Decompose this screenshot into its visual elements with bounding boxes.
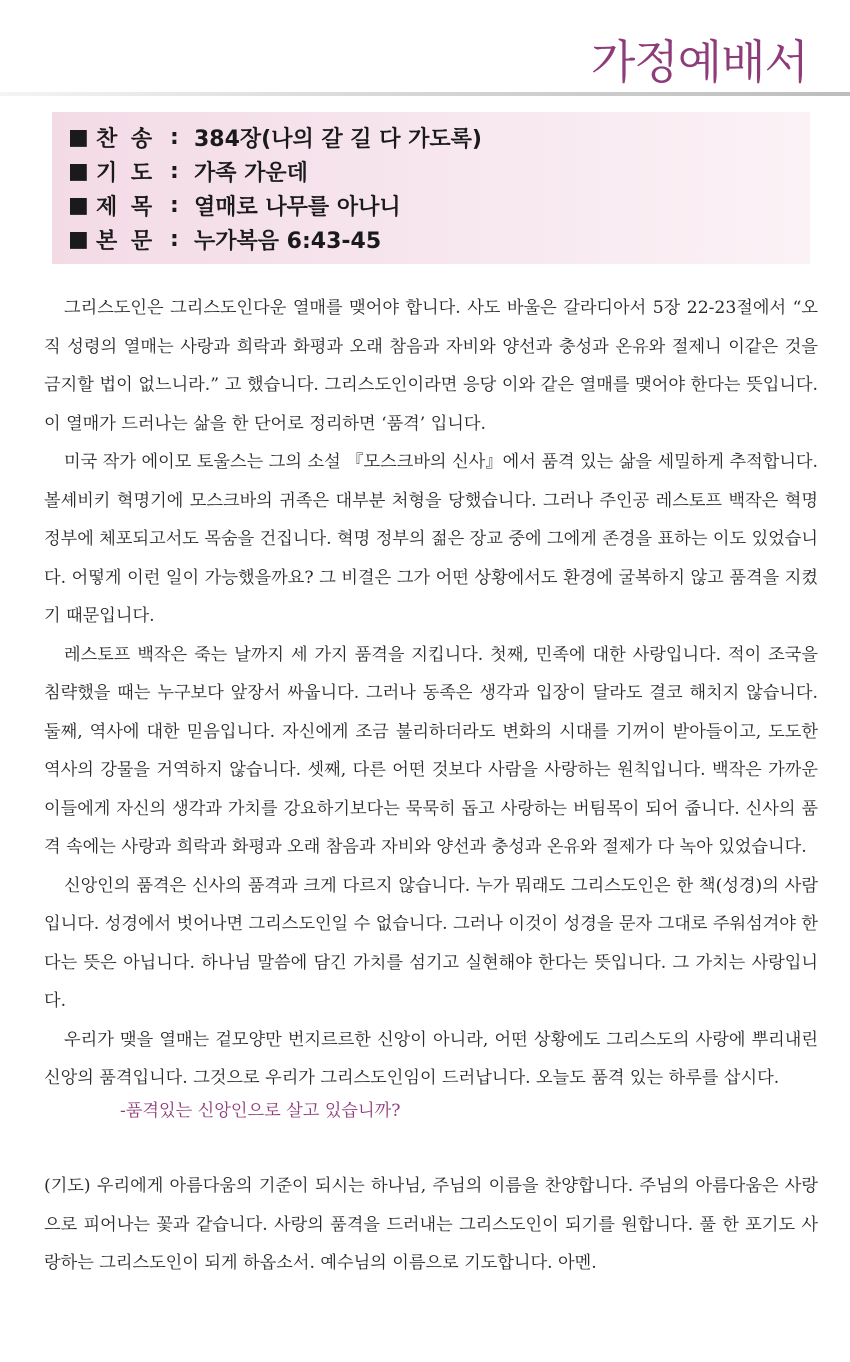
info-label: 제 목 xyxy=(96,194,156,220)
body-paragraph: 신앙인의 품격은 신사의 품격과 크게 다르지 않습니다. 누가 뭐래도 그리스도인은 한 책(성경)의 사람입니다. 성경에서 벗어나면 그리스도인일 수 없습니다. 그러나 이것이 성경을 문자 그대로 주워섬겨야 한다는 뜻은 아닙니다. 하나님 말씀에 담긴 가치를 섬기고 실현해야 한다는 뜻입니다. 그 가치는 사랑입니다. xyxy=(44,875,818,1011)
square-bullet-icon: ■ xyxy=(68,158,89,184)
info-value: 384장(나의 갈 길 다 가도록) xyxy=(194,126,482,152)
header-divider xyxy=(0,92,850,96)
body-paragraph: 우리가 맺을 열매는 겉모양만 번지르르한 신앙이 아니라, 어떤 상황에도 그리스도의 사랑에 뿌리내린 신앙의 품격입니다. 그것으로 우리가 그리스도인임이 드러납니다. 오늘도 품격 있는 하루를 삽시다. xyxy=(44,1029,818,1088)
body-paragraph: 레스토프 백작은 죽는 날까지 세 가지 품격을 지킵니다. 첫째, 민족에 대한 사랑입니다. 적이 조국을 침략했을 때는 누구보다 앞장서 싸웁니다. 그러나 동족은 생각과 입장이 달라도 결코 해치지 않습니다. 둘째, 역사에 대한 믿음입니다. 자신에게 조금 불리하더라도 변화의 시대를 기꺼이 받아들이고, 도도한 역사의 강물을 거역하지 않습니다. 셋째, 다른 어떤 것보다 사람을 사랑하는 원칙입니다. 백작은 가까운 이들에게 자신의 생각과 가치를 강요하기보다는 묵묵히 돕고 사랑하는 버팀목이 되어 줍니다. 신사의 품격 속에는 사랑과 희락과 화평과 오래 참음과 자비와 양선과 충성과 온유와 절제가 다 녹아 있었습니다. xyxy=(44,644,818,857)
info-row-hymn xyxy=(68,120,810,154)
info-row-prayer xyxy=(68,154,810,188)
square-bullet-icon: ■ xyxy=(68,226,89,252)
page-title: 가정예배서 xyxy=(590,35,808,89)
body-paragraph: 미국 작가 에이모 토울스는 그의 소설 『모스크바의 신사』에서 품격 있는 삶을 세밀하게 추적합니다. 볼셰비키 혁명기에 모스크바의 귀족은 대부분 처형을 당했습니다. 그러나 주인공 레스토프 백작은 혁명 정부에 체포되고서도 목숨을 건집니다. 혁명 정부의 젊은 장교 중에 그에게 존경을 표하는 이도 있었습니다. 어떻게 이런 일이 가능했을까요? 그 비결은 그가 어떤 상황에서도 환경에 굴복하지 않고 품격을 지켰기 때문입니다. xyxy=(44,452,818,626)
info-colon: : xyxy=(170,158,179,184)
info-label: 찬 송 xyxy=(96,126,156,152)
closing-prayer: (기도) 우리에게 아름다움의 기준이 되시는 하나님, 주님의 이름을 찬양합니다. 주님의 아름다움은 사랑으로 피어나는 꽃과 같습니다. 사랑의 품격을 드러내는 그리스도인이 되기를 원합니다. 풀 한 포기도 사랑하는 그리스도인이 되게 하옵소서. 예수님의 이름으로 기도합니다. 아멘. xyxy=(44,1176,818,1273)
reflection-question: -품격있는 신앙인으로 살고 있습니까? xyxy=(120,1101,401,1121)
service-info-box xyxy=(52,112,810,264)
info-label: 기 도 xyxy=(96,160,156,186)
info-row-title xyxy=(68,188,810,222)
info-value: 열매로 나무를 아나니 xyxy=(194,194,401,220)
info-colon: : xyxy=(170,226,179,252)
square-bullet-icon: ■ xyxy=(68,192,89,218)
square-bullet-icon: ■ xyxy=(68,124,89,150)
info-label: 본 문 xyxy=(96,228,156,254)
info-row-scripture xyxy=(68,222,810,256)
info-value: 누가복음 6:43-45 xyxy=(194,228,382,254)
body-paragraph: 그리스도인은 그리스도인다운 열매를 맺어야 합니다. 사도 바울은 갈라디아서 5장 22-23절에서 “오직 성령의 열매는 사랑과 희락과 화평과 오래 참음과 자비와 양선과 충성과 온유와 절제니 이같은 것을 금지할 법이 없느니라.” 고 했습니다. 그리스도인이라면 응당 이와 같은 열매를 맺어야 한다는 뜻입니다. 이 열매가 드러나는 삶을 한 단어로 정리하면 ‘품격’ 입니다. xyxy=(44,298,818,434)
info-value: 가족 가운데 xyxy=(194,160,308,186)
sermon-body xyxy=(44,289,818,1098)
info-colon: : xyxy=(170,192,179,218)
info-colon: : xyxy=(170,124,179,150)
